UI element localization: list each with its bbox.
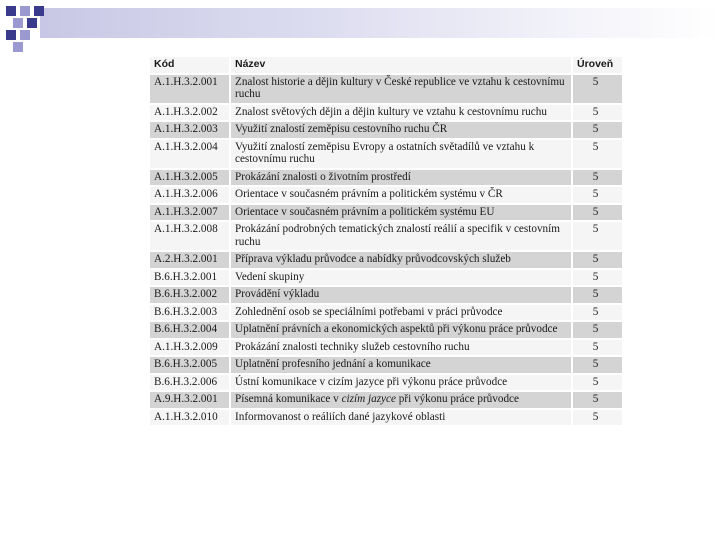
decor-square — [13, 42, 23, 52]
cell-level: 5 — [573, 322, 624, 340]
cell-level: 5 — [573, 252, 624, 270]
cell-code: B.6.H.3.2.006 — [150, 375, 231, 393]
cell-name: Uplatnění právních a ekonomických aspektů při výkonu práce průvodce — [231, 322, 573, 340]
table-row — [150, 410, 624, 428]
cell-code: A.9.H.3.2.001 — [150, 392, 231, 410]
cell-name: Využití znalostí zeměpisu Evropy a ostatních světadílů ve vztahu k cestovnímu ruchu — [231, 140, 573, 170]
cell-code: A.1.H.3.2.002 — [150, 105, 231, 123]
cell-code: A.1.H.3.2.005 — [150, 170, 231, 188]
cell-name: Vedení skupiny — [231, 270, 573, 288]
table-row — [150, 122, 624, 140]
cell-name-emphasis: cizím jazyce — [341, 393, 396, 405]
cell-name: Orientace v současném právním a politickém systému EU — [231, 205, 573, 223]
cell-name: Ústní komunikace v cizím jazyce při výkonu práce průvodce — [231, 375, 573, 393]
table-row — [150, 287, 624, 305]
cell-name: Prokázání podrobných tematických znalostí reálií a specifik v cestovním ruchu — [231, 222, 573, 252]
cell-code: A.2.H.3.2.001 — [150, 252, 231, 270]
table-row — [150, 222, 624, 252]
cell-code: B.6.H.3.2.002 — [150, 287, 231, 305]
table-row — [150, 305, 624, 323]
table-row — [150, 340, 624, 358]
cell-code: A.1.H.3.2.006 — [150, 187, 231, 205]
cell-level: 5 — [573, 122, 624, 140]
cell-name: Zohlednění osob se speciálními potřebami v práci průvodce — [231, 305, 573, 323]
cell-level: 5 — [573, 305, 624, 323]
table-row — [150, 205, 624, 223]
decor-square — [13, 18, 23, 28]
table-row — [150, 75, 624, 105]
cell-level: 5 — [573, 105, 624, 123]
decor-square — [27, 18, 37, 28]
cell-level: 5 — [573, 140, 624, 170]
cell-level: 5 — [573, 375, 624, 393]
decor-square — [34, 6, 44, 16]
cell-code: A.1.H.3.2.003 — [150, 122, 231, 140]
cell-code: B.6.H.3.2.005 — [150, 357, 231, 375]
header-level: Úroveň — [573, 57, 624, 75]
cell-code: B.6.H.3.2.001 — [150, 270, 231, 288]
table-row — [150, 105, 624, 123]
header-gradient-band — [40, 8, 720, 38]
cell-level: 5 — [573, 287, 624, 305]
cell-level: 5 — [573, 205, 624, 223]
cell-name: Uplatnění profesního jednání a komunikace — [231, 357, 573, 375]
table-row — [150, 392, 624, 410]
decor-square — [20, 30, 30, 40]
table-row — [150, 170, 624, 188]
table-row — [150, 322, 624, 340]
competency-table-container — [150, 57, 624, 427]
decor-square — [6, 30, 16, 40]
cell-name-pre: Písemná komunikace v — [235, 393, 342, 405]
cell-code: A.1.H.3.2.010 — [150, 410, 231, 428]
table-row — [150, 270, 624, 288]
cell-level: 5 — [573, 410, 624, 428]
cell-code: A.1.H.3.2.004 — [150, 140, 231, 170]
cell-code: B.6.H.3.2.004 — [150, 322, 231, 340]
cell-code: B.6.H.3.2.003 — [150, 305, 231, 323]
cell-level: 5 — [573, 75, 624, 105]
cell-name: Prokázání znalosti o životním prostředí — [231, 170, 573, 188]
cell-name: Informovanost o reáliích dané jazykové oblasti — [231, 410, 573, 428]
decor-square — [6, 6, 16, 16]
cell-level: 5 — [573, 357, 624, 375]
cell-name: Provádění výkladu — [231, 287, 573, 305]
cell-code: A.1.H.3.2.007 — [150, 205, 231, 223]
cell-name-post: při výkonu práce průvodce — [395, 393, 519, 405]
cell-name — [231, 392, 573, 410]
cell-name: Znalost historie a dějin kultury v České republice ve vztahu k cestovnímu ruchu — [231, 75, 573, 105]
cell-level: 5 — [573, 392, 624, 410]
table-row — [150, 375, 624, 393]
table-row — [150, 252, 624, 270]
cell-name: Využití znalostí zeměpisu cestovního ruchu ČR — [231, 122, 573, 140]
cell-code: A.1.H.3.2.009 — [150, 340, 231, 358]
table-header-row — [150, 57, 624, 75]
table-row — [150, 187, 624, 205]
cell-name: Příprava výkladu průvodce a nabídky průvodcovských služeb — [231, 252, 573, 270]
cell-name: Prokázání znalosti techniky služeb cestovního ruchu — [231, 340, 573, 358]
competency-table — [150, 57, 624, 427]
table-row — [150, 357, 624, 375]
cell-name: Znalost světových dějin a dějin kultury ve vztahu k cestovnímu ruchu — [231, 105, 573, 123]
cell-level: 5 — [573, 187, 624, 205]
cell-level: 5 — [573, 222, 624, 252]
cell-code: A.1.H.3.2.001 — [150, 75, 231, 105]
cell-name: Orientace v současném právním a politickém systému v ČR — [231, 187, 573, 205]
cell-level: 5 — [573, 270, 624, 288]
header-code: Kód — [150, 57, 231, 75]
header-name: Název — [231, 57, 573, 75]
cell-level: 5 — [573, 170, 624, 188]
table-row — [150, 140, 624, 170]
cell-code: A.1.H.3.2.008 — [150, 222, 231, 252]
decor-square — [20, 6, 30, 16]
cell-level: 5 — [573, 340, 624, 358]
